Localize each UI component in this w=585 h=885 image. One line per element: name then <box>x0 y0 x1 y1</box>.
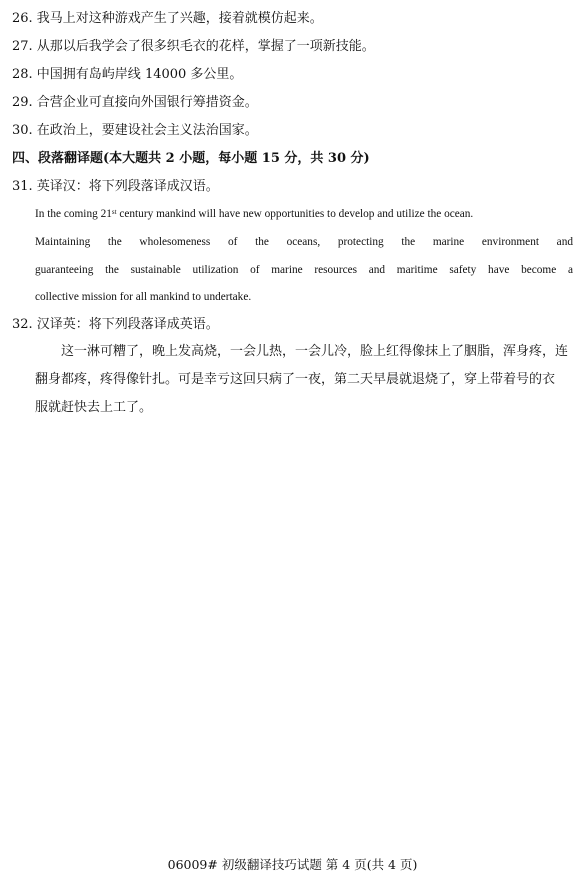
section-four-heading: 四、段落翻译题(本大题共 2 小题，每小题 15 分，共 30 分) <box>12 151 370 166</box>
question-31-prompt: 31. 英译汉：将下列段落译成汉语。 <box>12 179 219 194</box>
question-31-passage-line-4: collective mission for all mankind to undertake. <box>35 291 252 303</box>
question-31-passage-line-2: Maintaining the wholesomeness of the oceans, protecting the marine environment and <box>35 236 573 248</box>
question-31-passage-line-3: guaranteeing the sustainable utilization of marine resources and maritime safety have become a <box>35 264 573 276</box>
question-28: 28. 中国拥有岛屿岸线 14000 多公里。 <box>12 67 243 82</box>
passage-line-1-end: century mankind will have new opportunities to develop and utilize the ocean. <box>116 208 474 220</box>
passage-line-1-start: In the coming 21 <box>35 208 112 220</box>
question-31-passage-line-1 <box>35 205 573 223</box>
question-32-prompt: 32. 汉译英：将下列段落译成英语。 <box>12 317 219 332</box>
question-30: 30. 在政治上，要建设社会主义法治国家。 <box>12 123 258 138</box>
question-29: 29. 合营企业可直接向外国银行筹措资金。 <box>12 95 258 110</box>
question-32-passage-line-2: 翻身都疼，疼得像针扎。可是幸亏这回只病了一夜，第二天早晨就退烧了，穿上带着号的衣 <box>35 372 556 387</box>
question-26: 26. 我马上对这种游戏产生了兴趣，接着就模仿起来。 <box>12 11 323 26</box>
question-32-passage-line-1: 这一淋可糟了，晚上发高烧，一会儿热，一会儿冷，脸上红得像抹上了胭脂，浑身疼，连 <box>35 344 569 359</box>
question-27: 27. 从那以后我学会了很多织毛衣的花样，掌握了一项新技能。 <box>12 39 375 54</box>
page-footer: 06009# 初级翻译技巧试题 第 4 页(共 4 页) <box>167 857 418 872</box>
ordinal-superscript: st <box>111 208 117 216</box>
question-32-passage-line-3: 服就赶快去上工了。 <box>35 400 153 415</box>
